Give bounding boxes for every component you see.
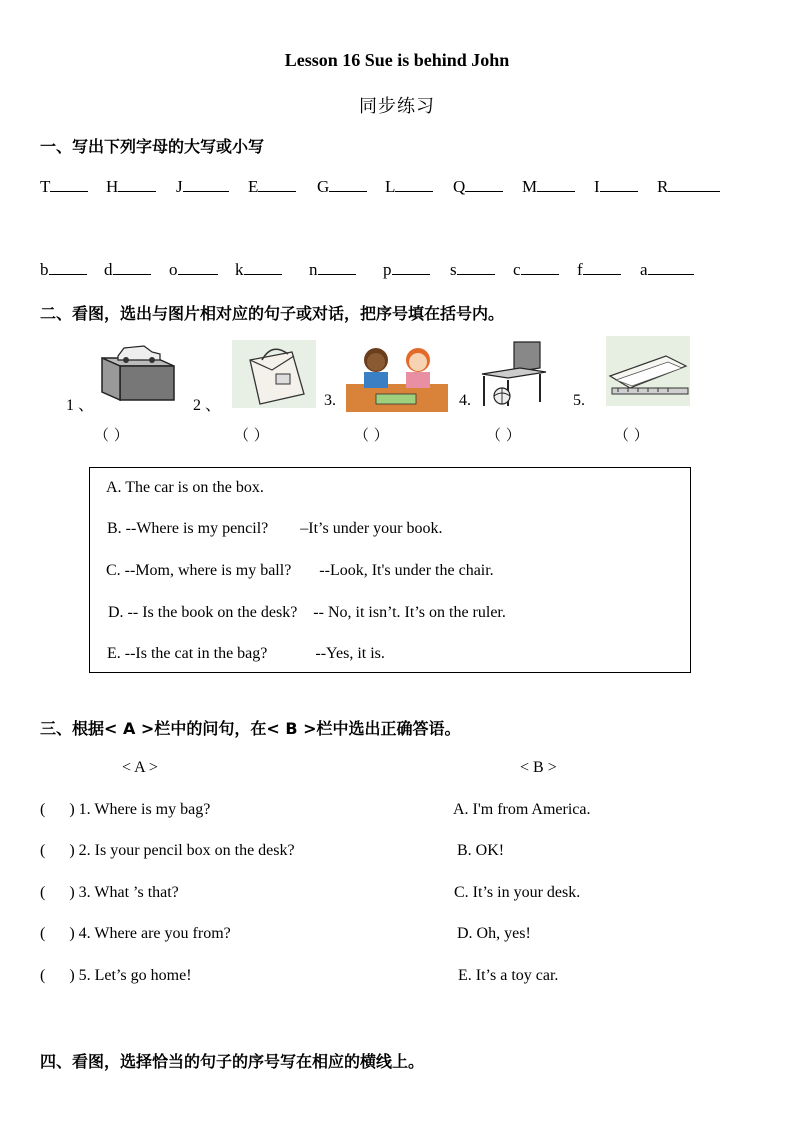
question-item[interactable]: ( ) 4. Where are you from?	[40, 925, 231, 942]
section4-heading: 四、看图，选择恰当的句子的序号写在相应的横线上。	[40, 1052, 425, 1071]
answer-parentheses[interactable]: （ ）	[614, 426, 649, 444]
option-a: A. The car is on the box.	[106, 479, 264, 496]
letter-item: M	[522, 177, 538, 196]
letter-item: R	[657, 177, 669, 196]
picture-number: 3.	[324, 392, 336, 409]
letter-item: b	[40, 260, 49, 279]
letter-item: E	[248, 177, 259, 196]
letter-item: n	[309, 260, 318, 279]
option-c: C. --Mom, where is my ball? --Look, It's under the chair.	[106, 562, 494, 579]
letter-item: H	[106, 177, 119, 196]
bag-picture	[232, 340, 316, 408]
question-item[interactable]: ( ) 1. Where is my bag?	[40, 801, 211, 818]
answer-parentheses[interactable]: （ ）	[234, 426, 269, 444]
letter-item: c	[513, 260, 521, 279]
letter-item: f	[577, 260, 583, 279]
page-subtitle: 同步练习	[359, 96, 435, 117]
answer-item: B. OK!	[457, 842, 505, 859]
question-item[interactable]: ( ) 5. Let’s go home!	[40, 967, 192, 984]
letter-item: a	[640, 260, 648, 279]
book-on-ruler-picture	[606, 336, 690, 406]
answer-parentheses[interactable]: （ ）	[354, 426, 389, 444]
picture-number: 1 、	[66, 397, 95, 414]
answer-item: A. I'm from America.	[453, 801, 591, 818]
car-on-box-picture	[96, 336, 180, 404]
answer-parentheses[interactable]: （ ）	[94, 426, 129, 444]
chair-and-ball-picture	[474, 338, 550, 408]
question-item[interactable]: ( ) 2. Is your pencil box on the desk?	[40, 842, 295, 859]
section1-heading: 一、写出下列字母的大写或小写	[40, 137, 265, 156]
letter-item: Q	[453, 177, 466, 196]
option-b: B. --Where is my pencil? –It’s under your book.	[107, 520, 443, 537]
letter-item: d	[104, 260, 113, 279]
children-at-desk-picture	[346, 344, 448, 412]
section2-heading: 二、看图，选出与图片相对应的句子或对话，把序号填在括号内。	[40, 304, 505, 323]
letter-item: p	[383, 260, 392, 279]
column-a-label: < A >	[122, 759, 158, 776]
letter-item: J	[176, 177, 183, 196]
answer-parentheses[interactable]: （ ）	[486, 426, 521, 444]
letter-item: I	[594, 177, 600, 196]
answer-item: E. It’s a toy car.	[458, 967, 559, 984]
section3-heading: 三、根据< A >栏中的问句，在< B >栏中选出正确答语。	[40, 719, 461, 738]
letter-item: G	[317, 177, 330, 196]
option-d: D. -- Is the book on the desk? -- No, it isn’t. It’s on the ruler.	[108, 604, 506, 621]
letter-item: o	[169, 260, 178, 279]
page-title: Lesson 16 Sue is behind John	[284, 50, 510, 70]
letter-item: s	[450, 260, 457, 279]
letter-item: k	[235, 260, 244, 279]
letter-item: L	[385, 177, 396, 196]
option-e: E. --Is the cat in the bag? --Yes, it is.	[107, 645, 385, 662]
answer-item: C. It’s in your desk.	[454, 884, 581, 901]
column-b-label: < B >	[520, 759, 557, 776]
answer-item: D. Oh, yes!	[457, 925, 531, 942]
question-item[interactable]: ( ) 3. What ’s that?	[40, 884, 179, 901]
letter-item: T	[40, 177, 51, 196]
picture-number: 5.	[573, 392, 585, 409]
picture-number: 2 、	[193, 397, 222, 414]
picture-number: 4.	[459, 392, 471, 409]
